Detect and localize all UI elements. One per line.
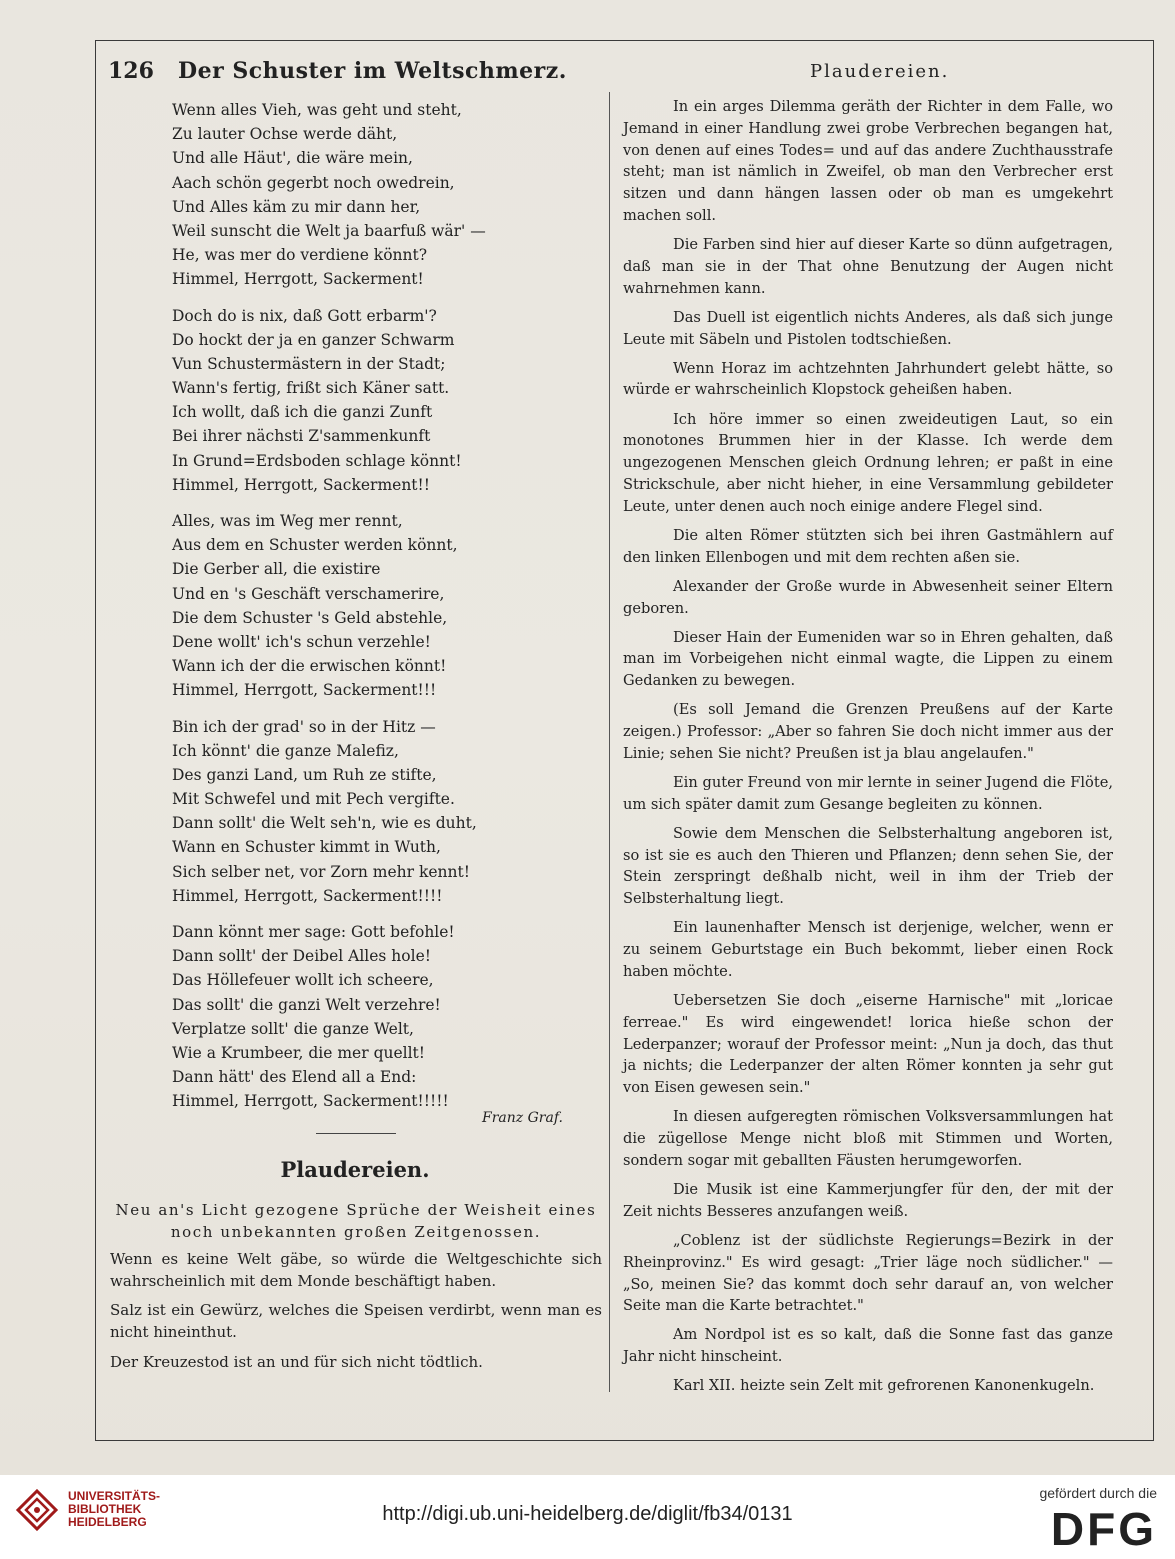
poem-line: Mit Schwefel und mit Pech vergifte. <box>172 790 455 809</box>
poem-line: Himmel, Herrgott, Sackerment! <box>172 270 424 289</box>
poem-line: Und alle Häut', die wäre mein, <box>172 149 413 168</box>
section-header: Plaudereien. <box>810 61 950 82</box>
left-paragraph: Salz ist ein Gewürz, welches die Speisen verdirbt, wenn man es nicht hineinthut. <box>110 1301 602 1341</box>
poem-line: Aach schön gegerbt noch owedrein, <box>172 173 455 192</box>
saying-paragraph: Am Nordpol ist es so kalt, daß die Sonne fast das ganze Jahr nicht hinscheint. <box>623 1326 1113 1366</box>
saying-paragraph: Ein launenhafter Mensch ist derjenige, welcher, wenn er zu seinem Geburtstage ein Buch bekommt, lieber einen Rock haben möchte. <box>623 919 1113 980</box>
dfg-logo: DFG <box>1050 1503 1157 1555</box>
saying-paragraph: In diesen aufgeregten römischen Volksversammlungen hat die zügellose Menge nicht bloß mit Stimmen und Worten, sondern sogar mit geballten Fäusten herumgeworfen. <box>623 1108 1113 1169</box>
poem-line: Bei ihrer nächsti Z'sammenkunft <box>172 427 431 446</box>
running-title: Der Schuster im Weltschmerz. <box>178 58 567 84</box>
poem-author: Franz Graf. <box>482 1110 563 1126</box>
poem-line: Das sollt' die ganzi Welt verzehre! <box>172 995 441 1014</box>
saying-paragraph: Karl XII. heizte sein Zelt mit gefrorenen Kanonenkugeln. <box>673 1377 1095 1395</box>
poem-line: Sich selber net, vor Zorn mehr kennt! <box>172 862 470 881</box>
poem-line: He, was mer do verdiene könnt? <box>172 246 428 265</box>
left-paragraph: Der Kreuzestod ist an und für sich nicht tödtlich. <box>110 1353 483 1371</box>
poem-line: Ich wollt, daß ich die ganzi Zunft <box>172 403 433 422</box>
saying-paragraph: Wenn Horaz im achtzehnten Jahrhundert gelebt hätte, so würde er wahrscheinlich Klopstock geheißen haben. <box>623 359 1113 399</box>
saying-paragraph: „Coblenz ist der südlichste Regierungs=Bezirk in der Rheinprovinz." Es wird gesagt: „Trier läge noch südlicher." — „So, meinen Sie? das kommt doch sehr darauf an, von welcher Seite man die Karte betrachtet." <box>623 1231 1113 1315</box>
saying-paragraph: Das Duell ist eigentlich nichts Anderes, als daß sich junge Leute mit Säbeln und Pistolen todtschießen. <box>623 308 1113 348</box>
section-subtitle: Neu an's Licht gezogene Sprüche der Weisheit eines noch unbekannten großen Zeitgenossen. <box>115 1201 597 1241</box>
poem-line: Himmel, Herrgott, Sackerment!!!!! <box>172 1092 449 1111</box>
library-name-line: UNIVERSITÄTS- <box>68 1489 161 1503</box>
poem-line: Dann sollt' der Deibel Alles hole! <box>172 947 431 966</box>
saying-paragraph: Die alten Römer stützten sich bei ihren Gastmählern auf den linken Ellenbogen und mit dem rechten aßen sie. <box>623 526 1113 566</box>
poem-line: Dann könnt mer sage: Gott befohle! <box>172 923 455 941</box>
poem-line: Dann sollt' die Welt seh'n, wie es duht, <box>172 814 477 833</box>
footer <box>0 1475 1175 1559</box>
source-url-link[interactable]: http://digi.ub.uni-heidelberg.de/diglit/fb34/0131 <box>382 1503 793 1525</box>
poem-line: Vun Schustermästern in der Stadt; <box>172 354 446 373</box>
poem-line: Des ganzi Land, um Ruh ze stifte, <box>172 765 437 784</box>
right-column <box>623 96 1113 1404</box>
poem-line: Die dem Schuster 's Geld abstehle, <box>172 608 448 627</box>
poem-line: Wenn alles Vieh, was geht und steht, <box>172 101 462 119</box>
section-title: Plaudereien. <box>280 1157 430 1182</box>
saying-paragraph: Ich höre immer so einen zweideutigen Laut, so ein monotones Brummen hier in der Klasse. Ich werde dem ungezogenen Menschen gleich Ordnung lehren; er paßt in eine Strickschule, aber nicht hieher, in eine Versammlung gebildeter Leute, unter denen auch noch einige andere Flegel sind. <box>623 410 1113 515</box>
poem-line: Himmel, Herrgott, Sackerment!!!! <box>172 886 443 905</box>
saying-paragraph: Die Musik ist eine Kammerjungfer für den, der mit der Zeit nichts Besseres anzufangen weiß. <box>623 1181 1113 1220</box>
page-header <box>108 58 1145 88</box>
poem-line: Wann ich der die erwischen könnt! <box>172 657 447 676</box>
library-name-line: BIBLIOTHEK <box>68 1502 142 1516</box>
poem <box>172 98 592 1114</box>
saying-paragraph: Uebersetzen Sie doch „eiserne Harnische" mit „loricae ferreae." Es wird eingewendet! lorica hieße schon der Lederpanzer; worauf der Professor meint: „Nun ja doch, das thut ja nichts; die Lederpanzer der alten Römer konnten ja sehr gut von Eisen gewesen sein." <box>623 992 1113 1097</box>
poem-line: Himmel, Herrgott, Sackerment!! <box>172 475 430 494</box>
saying-paragraph: Die Farben sind hier auf dieser Karte so dünn aufgetragen, daß man sie in der That ohne Benutzung der Augen nicht wahrnehmen kann. <box>623 236 1113 297</box>
poem-line: Doch do is nix, daß Gott erbarm'? <box>172 306 437 325</box>
poem-line: Wann's fertig, frißt sich Käner satt. <box>172 379 450 398</box>
poem-line: Die Gerber all, die existire <box>172 560 381 579</box>
left-paragraph: Wenn es keine Welt gäbe, so würde die Weltgeschichte sich wahrscheinlich mit dem Monde beschäftigt haben. <box>110 1250 602 1290</box>
saying-paragraph: (Es soll Jemand die Grenzen Preußens auf der Karte zeigen.) Professor: „Aber so fahren Sie doch nicht immer aus der Linie; sehen Sie nicht? Preußen ist ja blau angelaufen." <box>623 701 1113 762</box>
stanza-gap <box>172 292 592 304</box>
poem-line: Wann en Schuster kimmt in Wuth, <box>172 838 441 857</box>
saying-paragraph: Ein guter Freund von mir lernte in seiner Jugend die Flöte, um sich später damit zum Gesange begleiten zu können. <box>623 773 1113 813</box>
poem-line: Das Höllefeuer wollt ich scheere, <box>172 971 434 990</box>
poem-line: Himmel, Herrgott, Sackerment!!! <box>172 681 437 700</box>
stanza-gap <box>172 497 592 509</box>
poem-line: Bin ich der grad' so in der Hitz — <box>172 717 436 736</box>
poem-line: Wie a Krumbeer, die mer quellt! <box>172 1043 426 1062</box>
column-divider <box>609 92 610 1392</box>
saying-paragraph: Sowie dem Menschen die Selbsterhaltung angeboren ist, so ist sie es auch den Thieren und Pflanzen; denn sehen Sie, der Stein zerspringt deßhalb nicht, weil in ihm der Trieb der Selbsterhaltung liegt. <box>623 824 1113 908</box>
poem-line: Aus dem en Schuster werden könnt, <box>172 536 458 555</box>
poem-line: Alles, was im Weg mer rennt, <box>172 512 403 530</box>
poem-line: Dene wollt' ich's schun verzehle! <box>172 632 431 651</box>
page-number: 126 <box>108 58 154 84</box>
poem-line: Weil sunscht die Welt ja baarfuß wär' — <box>172 221 486 240</box>
saying-paragraph: In ein arges Dilemma geräth der Richter in dem Falle, wo Jemand in einer Handlung zwei grobe Verbrechen begangen hat, von denen auf eines Todes= und auf das andere Zuchthausstrafe steht; man ist nämlich in Zweifel, ob man den Verbrecher erst sitzen und dann hängen lassen oder ob man es umgekehrt machen soll. <box>623 98 1113 224</box>
stanza-gap <box>172 908 592 920</box>
saying-paragraph: Alexander der Große wurde in Abwesenheit seiner Eltern geboren. <box>623 577 1113 617</box>
section-rule <box>316 1133 396 1134</box>
stanza-gap <box>172 703 592 715</box>
saying-paragraph: Dieser Hain der Eumeniden war so in Ehren gehalten, daß man im Vorbeigehen nicht einmal wagte, die Lippen zu einem Gedanken zu bewegen. <box>623 628 1113 690</box>
poem-line: Und en 's Geschäft verschamerire, <box>172 584 445 603</box>
funded-by-label: gefördert durch die <box>1039 1485 1157 1501</box>
poem-line: Do hockt der ja en ganzer Schwarm <box>172 330 455 349</box>
library-name-line: HEIDELBERG <box>68 1515 147 1529</box>
poem-line: Ich könnt' die ganze Malefiz, <box>172 741 399 760</box>
poem-line: Dann hätt' des Elend all a End: <box>172 1068 417 1087</box>
poem-line: Zu lauter Ochse werde däht, <box>172 125 398 144</box>
poem-line: In Grund=Erdsboden schlage könnt! <box>172 451 462 470</box>
poem-line: Verplatze sollt' die ganze Welt, <box>172 1019 414 1038</box>
poem-line: Und Alles käm zu mir dann her, <box>172 197 421 216</box>
